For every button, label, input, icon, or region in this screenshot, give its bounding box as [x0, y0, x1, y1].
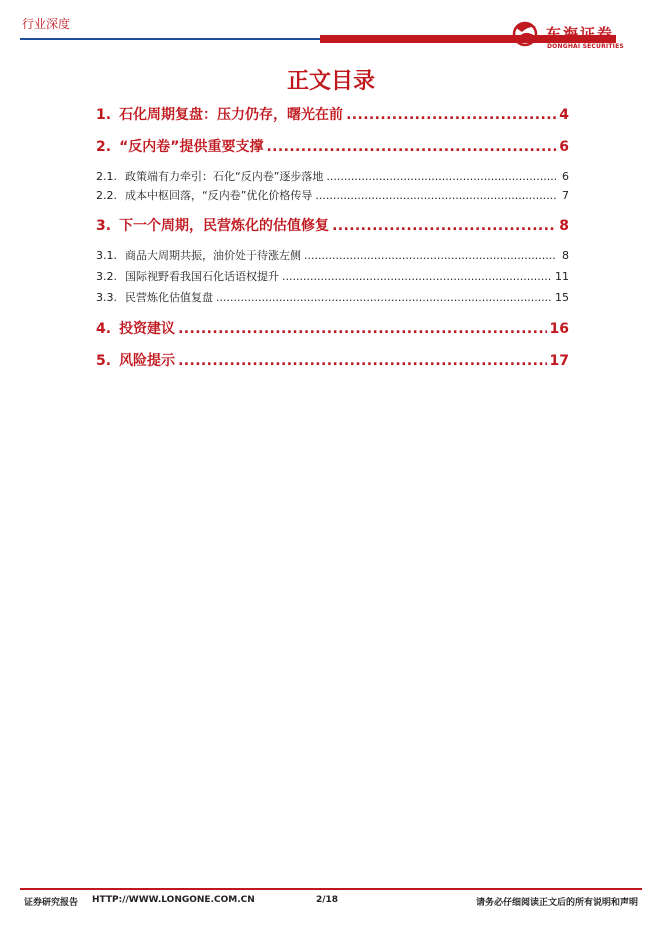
toc-leader [326, 170, 556, 183]
header-divider-blue [20, 38, 320, 40]
logo-english: DONGHAI SECURITIES [547, 43, 624, 50]
footer-disclaimer: 请务必仔细阅读正文后的所有说明和声明 [476, 898, 639, 908]
toc-entry[interactable]: 5. 风险提示 ..... 17 [96, 350, 569, 370]
toc-leader [178, 353, 546, 369]
toc-leader [216, 291, 552, 304]
toc-entry[interactable]: 3.3. 民营炼化估值复盘 ..... 15 [96, 289, 569, 305]
header-tag: 行业深度 [22, 17, 71, 31]
toc-entry[interactable]: 3. 下一个周期，民营炼化的估值修复 ..... 8 [96, 215, 569, 235]
toc-leader [332, 218, 556, 234]
toc-leader [346, 107, 556, 123]
toc-entry[interactable]: 3.1. 商品大周期共振，油价处于待涨左侧 ..... 8 [96, 247, 569, 263]
toc-entry[interactable]: 2.2. 成本中枢回落，“反内卷”优化价格传导 ..... 7 [96, 187, 569, 203]
footer-page-number: 2/18 [316, 895, 339, 905]
toc-leader [266, 139, 556, 155]
toc-entry[interactable]: 2.1. 政策端有力牵引：石化“反内卷”逐步落地 ..... 6 [96, 168, 569, 184]
toc-leader [315, 189, 556, 202]
toc-leader [282, 270, 552, 283]
toc-leader [304, 249, 556, 262]
footer-url[interactable]: HTTP://WWW.LONGONE.COM.CN [92, 895, 255, 905]
toc-leader [178, 321, 546, 337]
toc-entry[interactable]: 4. 投资建议 ..... 16 [96, 318, 569, 338]
toc-entry[interactable]: 1. 石化周期复盘：压力仍存，曙光在前 ..... 4 [96, 104, 569, 124]
toc-entry[interactable]: 3.2. 国际视野看我国石化话语权提升 ..... 11 [96, 268, 569, 284]
toc-entry[interactable]: 2. “反内卷”提供重要支撑 ..... 6 [96, 136, 569, 156]
footer-divider [20, 888, 642, 890]
donghai-logo-icon [510, 18, 540, 48]
toc-title: 正文目录 [286, 69, 375, 94]
footer-label: 证券研究报告 [24, 898, 79, 908]
logo-name: 东海证券 [546, 25, 615, 43]
